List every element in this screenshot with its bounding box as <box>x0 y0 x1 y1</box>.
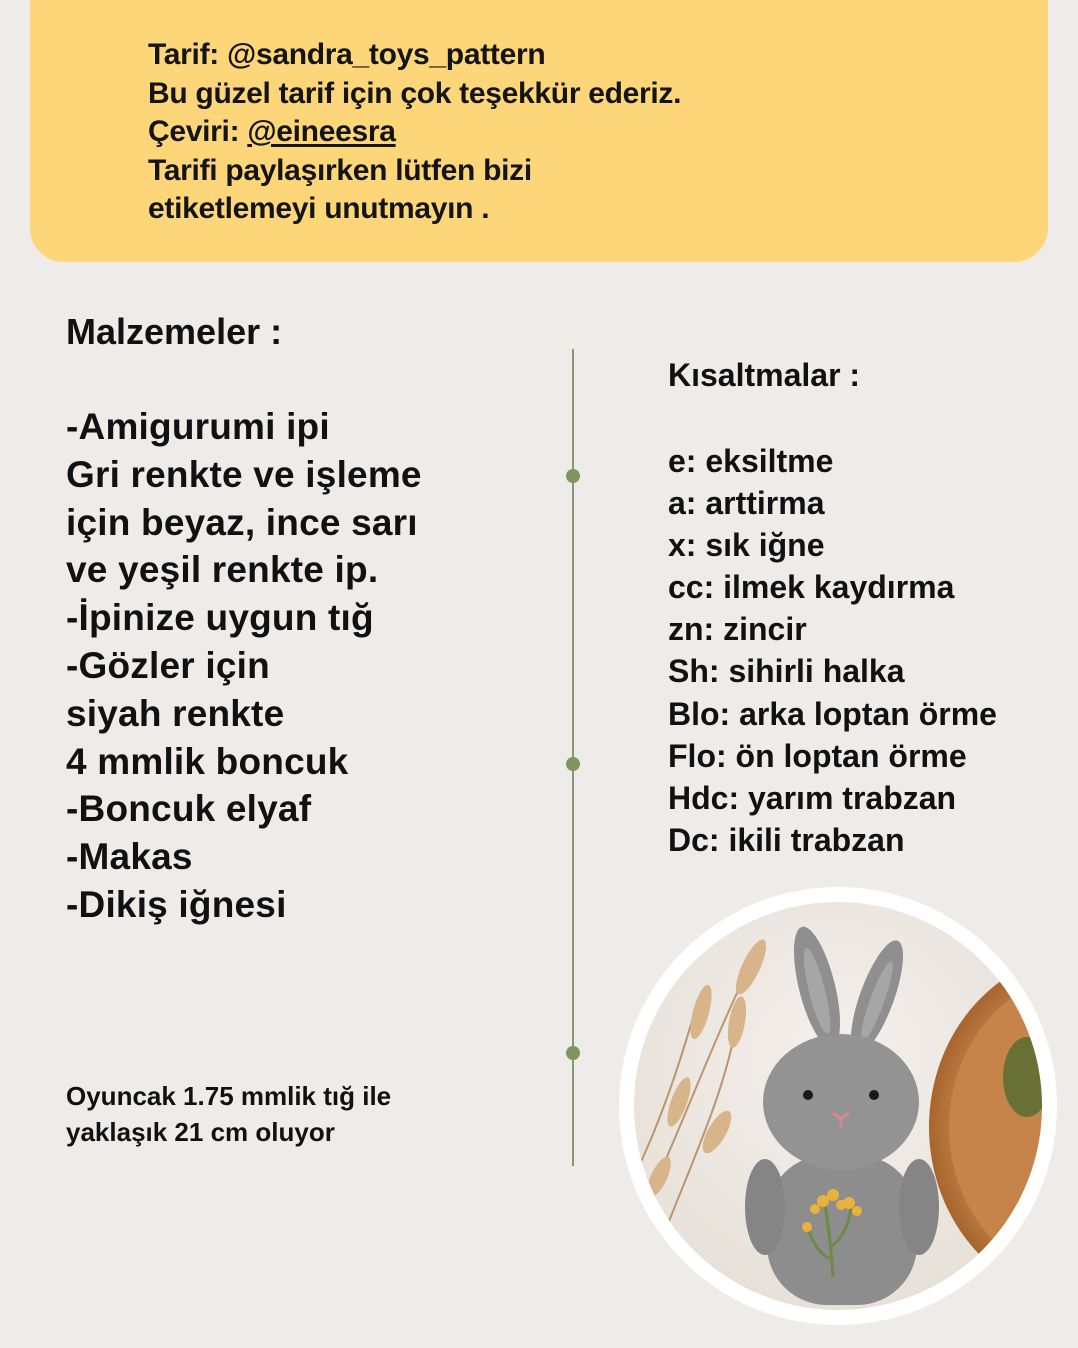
materials-line: -İpinize uygun tığ <box>66 597 374 639</box>
size-note-line: Oyuncak 1.75 mmlik tığ ile <box>66 1081 392 1111</box>
abbreviation-item: e: eksiltme <box>668 443 834 479</box>
size-note-line: yaklaşık 21 cm oluyor <box>66 1116 335 1147</box>
translator-handle-link[interactable]: @eineesra <box>247 115 396 148</box>
divider-dot <box>566 469 580 483</box>
abbreviation-item: Flo: ön loptan örme <box>668 737 967 774</box>
materials-line: -Boncuk elyaf <box>66 788 312 830</box>
abbreviation-item: Sh: sihirli halka <box>668 653 905 690</box>
abbreviation-item: Blo: arka loptan örme <box>668 695 997 732</box>
abbreviations-title: Kısaltmalar : <box>668 357 861 393</box>
credits-line-tag: etiketlemeyi unutmayın . <box>148 192 490 225</box>
divider-dot <box>566 757 580 771</box>
crochet-bunny-photo-icon <box>619 887 1057 1325</box>
divider-dot <box>566 1046 580 1060</box>
abbreviation-item: cc: ilmek kaydırma <box>668 569 955 606</box>
bunny-photo <box>619 887 1057 1325</box>
abbreviation-item: zn: zincir <box>668 611 807 648</box>
credits-line-share: Tarifi paylaşırken lütfen bizi <box>148 153 532 187</box>
credits-text <box>148 36 681 229</box>
credits-line-thanks: Bu güzel tarif için çok teşekkür ederiz. <box>148 76 682 110</box>
credits-line-translation <box>148 113 681 152</box>
materials-title: Malzemeler : <box>66 311 283 352</box>
materials-line: için beyaz, ince sarı <box>66 501 418 543</box>
materials-line: siyah renkte <box>66 692 285 734</box>
abbreviation-item: Dc: ikili trabzan <box>668 821 905 858</box>
translation-label: Çeviri: <box>148 115 248 148</box>
materials-line: -Gözler için <box>66 644 270 686</box>
credits-line-recipe: Tarif: @sandra_toys_pattern <box>148 38 546 71</box>
materials-line: Gri renkte ve işleme <box>66 453 422 495</box>
materials-line: -Amigurumi ipi <box>66 406 330 447</box>
abbreviation-item: Hdc: yarım trabzan <box>668 779 957 816</box>
abbreviations-list <box>668 440 997 861</box>
size-note <box>66 1079 391 1150</box>
abbreviation-item: a: arttirma <box>668 485 825 522</box>
materials-line: -Dikiş iğnesi <box>66 883 287 925</box>
materials-line: 4 mmlik boncuk <box>66 740 349 782</box>
materials-line: ve yeşil renkte ip. <box>66 549 379 591</box>
materials-list <box>66 403 422 929</box>
materials-line: -Makas <box>66 836 193 878</box>
abbreviation-item: x: sık iğne <box>668 527 825 564</box>
